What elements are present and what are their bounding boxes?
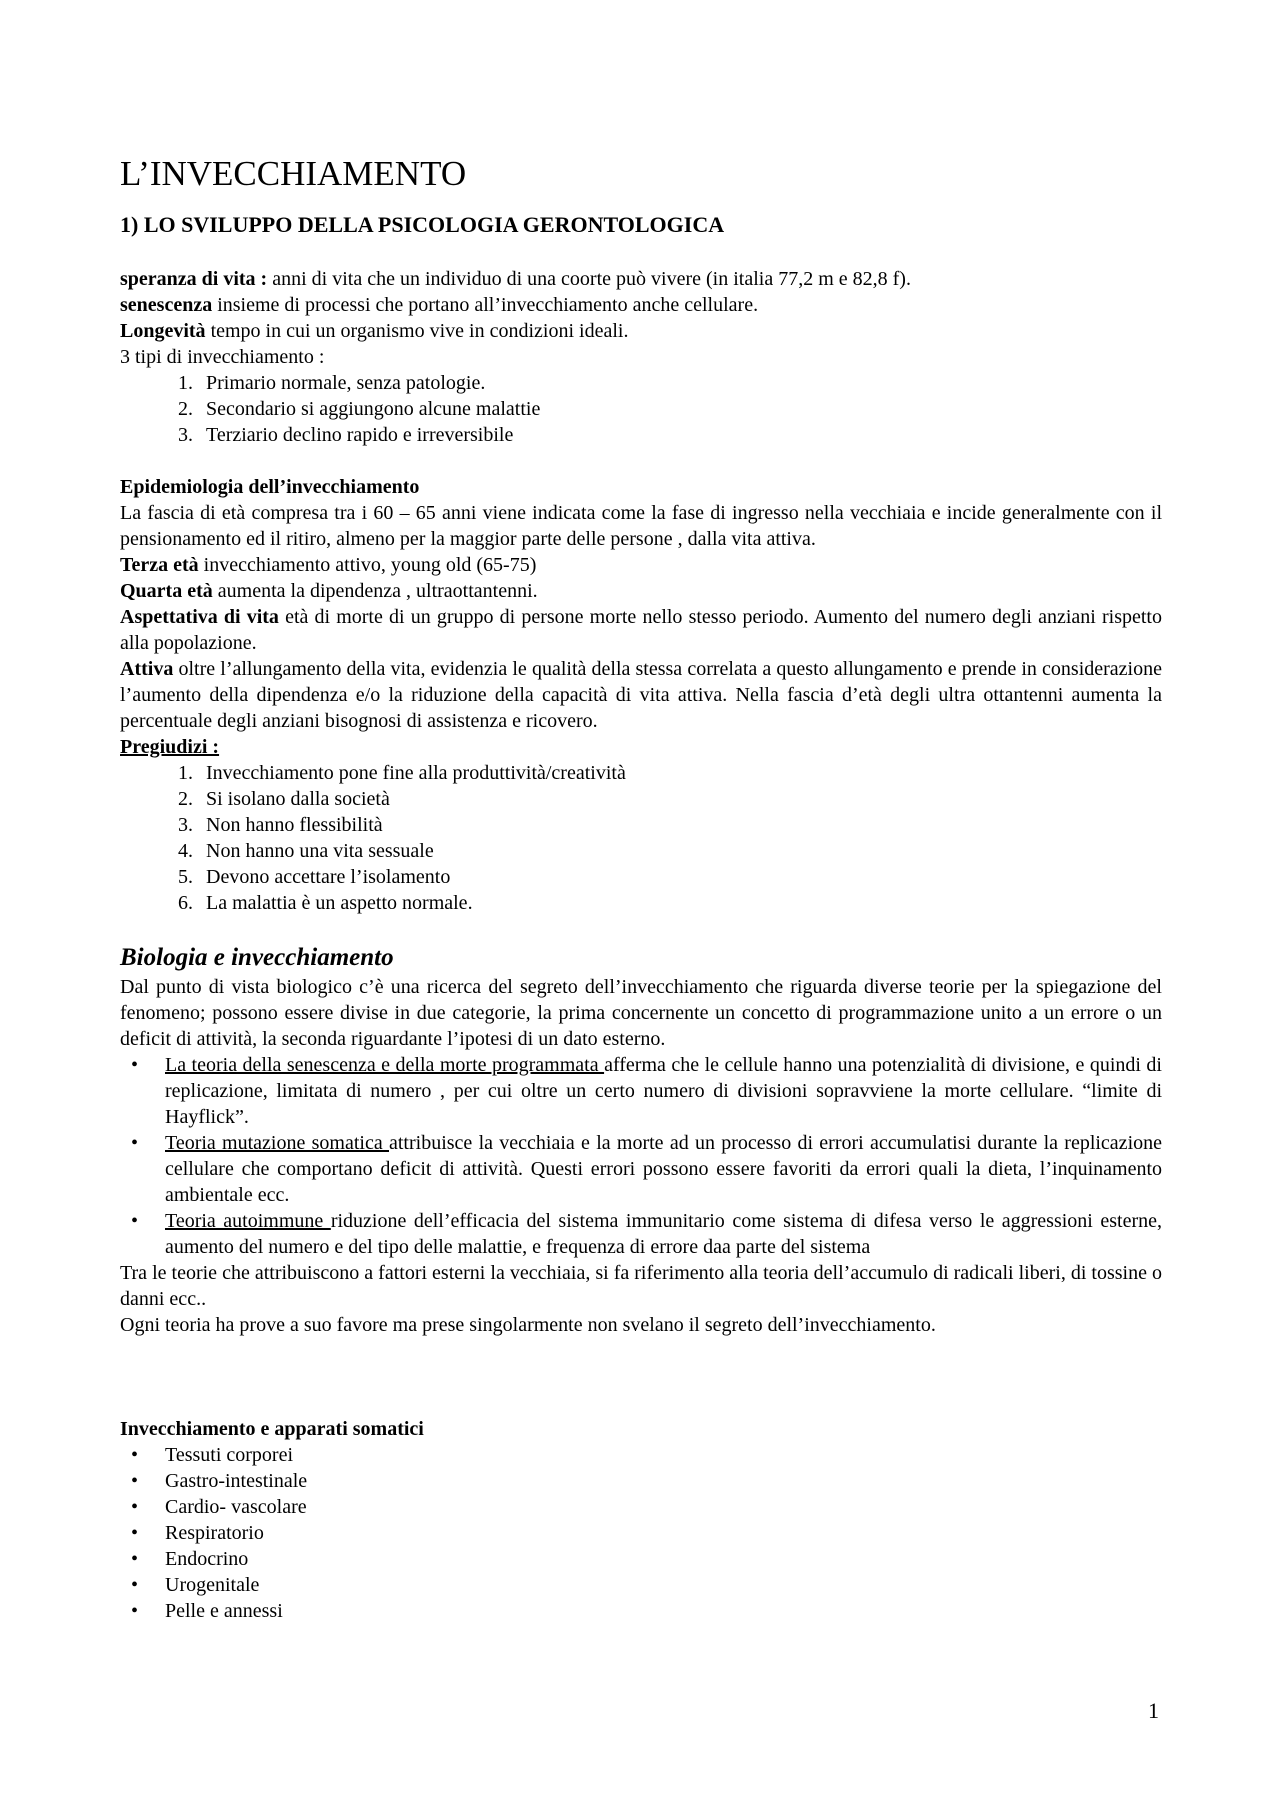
conclusion: Ogni teoria ha prove a suo favore ma prese singolarmente non svelano il segreto dell’invecchiamento. (120, 1314, 936, 1336)
definition-speranza (120, 266, 1162, 292)
pregiudizi-list (120, 760, 1162, 916)
list-item: • Tessuti corporei (120, 1442, 1162, 1468)
definition-senescenza (120, 292, 1162, 318)
definition-text: tempo in cui un organismo vive in condizioni ideali. (205, 320, 629, 342)
spacer (120, 1338, 1162, 1416)
types-intro: 3 tipi di invecchiamento : (120, 346, 325, 368)
list-item (120, 1052, 1162, 1130)
attiva (120, 656, 1162, 734)
list-item: • Respiratorio (120, 1520, 1162, 1546)
term: senescenza (120, 294, 213, 316)
definition-longevita (120, 318, 1162, 344)
theory-name: Teoria mutazione somatica (165, 1132, 389, 1154)
types-list (120, 370, 1162, 448)
term: Attiva (120, 658, 174, 680)
list-item: 3. Non hanno flessibilità (198, 812, 1162, 838)
apparati-heading: Invecchiamento e apparati somatici (120, 1418, 424, 1440)
theories-list (120, 1052, 1162, 1260)
definition-text: insieme di processi che portano all’invecchiamento anche cellulare. (212, 294, 759, 316)
list-item: 2. Si isolano dalla società (198, 786, 1162, 812)
quarta-eta (120, 578, 1162, 604)
biologia-intro: Dal punto di vista biologico c’è una ricerca del segreto dell’invecchiamento che riguarda diverse teorie per la spiegazione del fenomeno; possono essere divise in due categorie, la prima concernente un concetto di programmazione unito a un errore o un deficit di attività, la seconda riguardante l’ipotesi di un dato esterno. (120, 976, 1162, 1050)
document-title: L’INVECCHIAMENTO (120, 154, 467, 193)
pregiudizi-heading: Pregiudizi : (120, 736, 220, 758)
theory-name: La teoria della senescenza e della morte programmata (165, 1054, 605, 1076)
apparati-list (120, 1442, 1162, 1624)
list-item: • Pelle e annessi (120, 1598, 1162, 1624)
aspettativa-di-vita (120, 604, 1162, 656)
document-body (120, 152, 1162, 1624)
epidemiologia-intro: La fascia di età compresa tra i 60 – 65 anni viene indicata come la fase di ingresso nella vecchiaia e incide generalmente con il pensionamento ed il ritiro, almeno per la maggior parte delle persone , dalla vita attiva. (120, 502, 1162, 550)
theory-text: riduzione dell’efficacia del sistema immunitario come sistema di difesa verso le aggressioni esterne, aumento del numero e del tipo delle malattie, e frequenza di errore daa parte del sistema (165, 1210, 1162, 1258)
section-title: 1) LO SVILUPPO DELLA PSICOLOGIA GERONTOLOGICA (120, 212, 725, 237)
list-item (120, 1208, 1162, 1260)
biologia-heading: Biologia e invecchiamento (120, 944, 394, 971)
definition-text: anni di vita che un individuo di una coorte può vivere (in italia 77,2 m e 82,8 f). (267, 268, 911, 290)
list-item: • Gastro-intestinale (120, 1468, 1162, 1494)
term: Longevità (120, 320, 206, 342)
definition-text: aumenta la dipendenza , ultraottantenni. (212, 580, 538, 602)
term: Aspettativa di vita (120, 606, 279, 628)
theory-text: afferma che le cellule hanno una potenzialità di divisione, e quindi di replicazione, limitata di numero , per cui oltre un certo numero di divisioni sopravviene la morte cellulare. “limite di Hayflick”. (165, 1054, 1162, 1128)
list-item: • Endocrino (120, 1546, 1162, 1572)
list-item: 1. Invecchiamento pone fine alla produttività/creatività (198, 760, 1162, 786)
definition-text: età di morte di un gruppo di persone morte nello stesso periodo. Aumento del numero degli anziani rispetto alla popolazione. (120, 606, 1162, 654)
list-item: 6. La malattia è un aspetto normale. (198, 890, 1162, 916)
theory-name: Teoria autoimmune (165, 1210, 331, 1232)
list-item (120, 1130, 1162, 1208)
list-item: 1. Primario normale, senza patologie. (198, 370, 1162, 396)
list-item: 4. Non hanno una vita sessuale (198, 838, 1162, 864)
term: speranza di vita : (120, 268, 268, 290)
term: Quarta età (120, 580, 213, 602)
epidemiologia-heading: Epidemiologia dell’invecchiamento (120, 476, 420, 498)
definition-text: invecchiamento attivo, young old (65-75) (198, 554, 537, 576)
list-item: • Urogenitale (120, 1572, 1162, 1598)
external-factors: Tra le teorie che attribuiscono a fattori esterni la vecchiaia, si fa riferimento alla teoria dell’accumulo di radicali liberi, di tossine o danni ecc.. (120, 1262, 1162, 1310)
definition-text: oltre l’allungamento della vita, evidenzia le qualità della stessa correlata a questo allungamento e prende in considerazione l’aumento della dipendenza e/o la riduzione della capacità di vita attiva. Nella fascia d’età degli ultra ottantenni aumenta la percentuale degli anziani bisognosi di assistenza e ricovero. (120, 658, 1162, 732)
term: Terza età (120, 554, 199, 576)
terza-eta (120, 552, 1162, 578)
list-item: • Cardio- vascolare (120, 1494, 1162, 1520)
list-item: 3. Terziario declino rapido e irreversibile (198, 422, 1162, 448)
list-item: 2. Secondario si aggiungono alcune malattie (198, 396, 1162, 422)
theory-text: attribuisce la vecchiaia e la morte ad un processo di errori accumulatisi durante la replicazione cellulare che comportano deficit di attività. Questi errori possono essere favoriti da errori quali la dieta, l’inquinamento ambientale ecc. (165, 1132, 1162, 1206)
page-number: 1 (1148, 1698, 1159, 1723)
list-item: 5. Devono accettare l’isolamento (198, 864, 1162, 890)
